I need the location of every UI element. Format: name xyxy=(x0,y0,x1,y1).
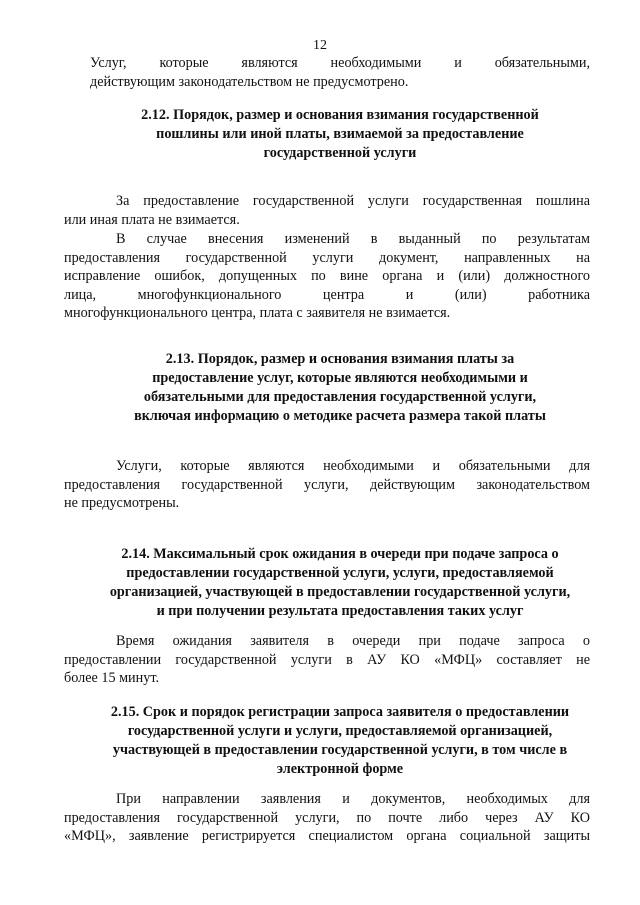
heading-line: пошлины или иной платы, взимаемой за предоставление xyxy=(156,126,524,142)
text-line: предоставления государственной услуги, действующим законодательством xyxy=(64,476,590,493)
heading-line: электронной форме xyxy=(276,761,404,777)
text-line: исправление ошибок, допущенных по вине органа и (или) должностного xyxy=(64,268,590,284)
text-line: более 15 минут. xyxy=(64,670,160,686)
paragraph-2-12-corrections xyxy=(64,230,590,323)
intro-paragraph xyxy=(90,54,590,91)
text-line: многофункционального центра, плата с заявителя не взимается. xyxy=(64,305,451,321)
text-line: За предоставление государственной услуги государственная пошлина xyxy=(116,193,590,209)
text-line: действующим законодательством не предусмотрено. xyxy=(90,73,409,90)
heading-line: 2.15. Срок и порядок регистрации запроса заявителя о предоставлении xyxy=(110,704,570,720)
paragraph-2-15 xyxy=(64,790,590,846)
text-line: лица, многофункционального центра и (или) работника xyxy=(64,286,590,303)
heading-line: обязательными для предоставления государственной услуги, xyxy=(143,389,537,405)
heading-line: государственной услуги и услуги, предоставляемой организацией, xyxy=(127,723,553,739)
heading-line: предоставление услуг, которые являются необходимыми и xyxy=(152,370,528,386)
heading-line: государственной услуги xyxy=(263,145,417,161)
text-line: Услуг, которые являются необходимыми и обязательными, xyxy=(90,55,590,71)
paragraph-2-12-fee xyxy=(64,192,590,229)
heading-line: предоставлении государственной услуги, услуги, предоставляемой xyxy=(126,565,554,581)
heading-line: участвующей в предоставлении государственной услуги, в том числе в xyxy=(112,742,568,758)
text-line: В случае внесения изменений в выданный по результатам xyxy=(116,231,590,247)
text-line: предоставлении государственной услуги в АУ КО «МФЦ» составляет не xyxy=(64,651,590,668)
text-line: или иная плата не взимается. xyxy=(64,211,240,228)
heading-line: организацией, участвующей в предоставлении государственной услуги, xyxy=(109,584,571,600)
heading-line: и при получении результата предоставления таких услуг xyxy=(156,603,524,619)
section-heading-2-13 xyxy=(90,350,590,426)
text-line: Время ожидания заявителя в очереди при подаче запроса о xyxy=(116,633,590,649)
heading-line: 2.13. Порядок, размер и основания взимания платы за xyxy=(165,351,515,367)
text-line: не предусмотрены. xyxy=(64,495,180,511)
paragraph-2-13 xyxy=(64,457,590,513)
heading-line: 2.12. Порядок, размер и основания взимания государственной xyxy=(141,107,539,123)
text-line: предоставления государственной услуги документ, направленных на xyxy=(64,249,590,266)
heading-line: включая информацию о методике расчета размера такой платы xyxy=(134,408,546,424)
page-number: 12 xyxy=(313,38,327,53)
section-heading-2-15 xyxy=(80,703,600,779)
paragraph-2-14 xyxy=(64,632,590,688)
text-line: При направлении заявления и документов, необходимых для xyxy=(116,791,590,807)
text-line: предоставления государственной услуги, по почте либо через АУ КО xyxy=(64,809,590,826)
text-line: «МФЦ», заявление регистрируется специалистом органа социальной защиты xyxy=(64,828,590,844)
section-heading-2-14 xyxy=(80,545,600,621)
section-heading-2-12 xyxy=(90,106,590,163)
text-line: Услуги, которые являются необходимыми и обязательными для xyxy=(116,458,590,474)
heading-line: 2.14. Максимальный срок ожидания в очереди при подаче запроса о xyxy=(121,546,559,562)
